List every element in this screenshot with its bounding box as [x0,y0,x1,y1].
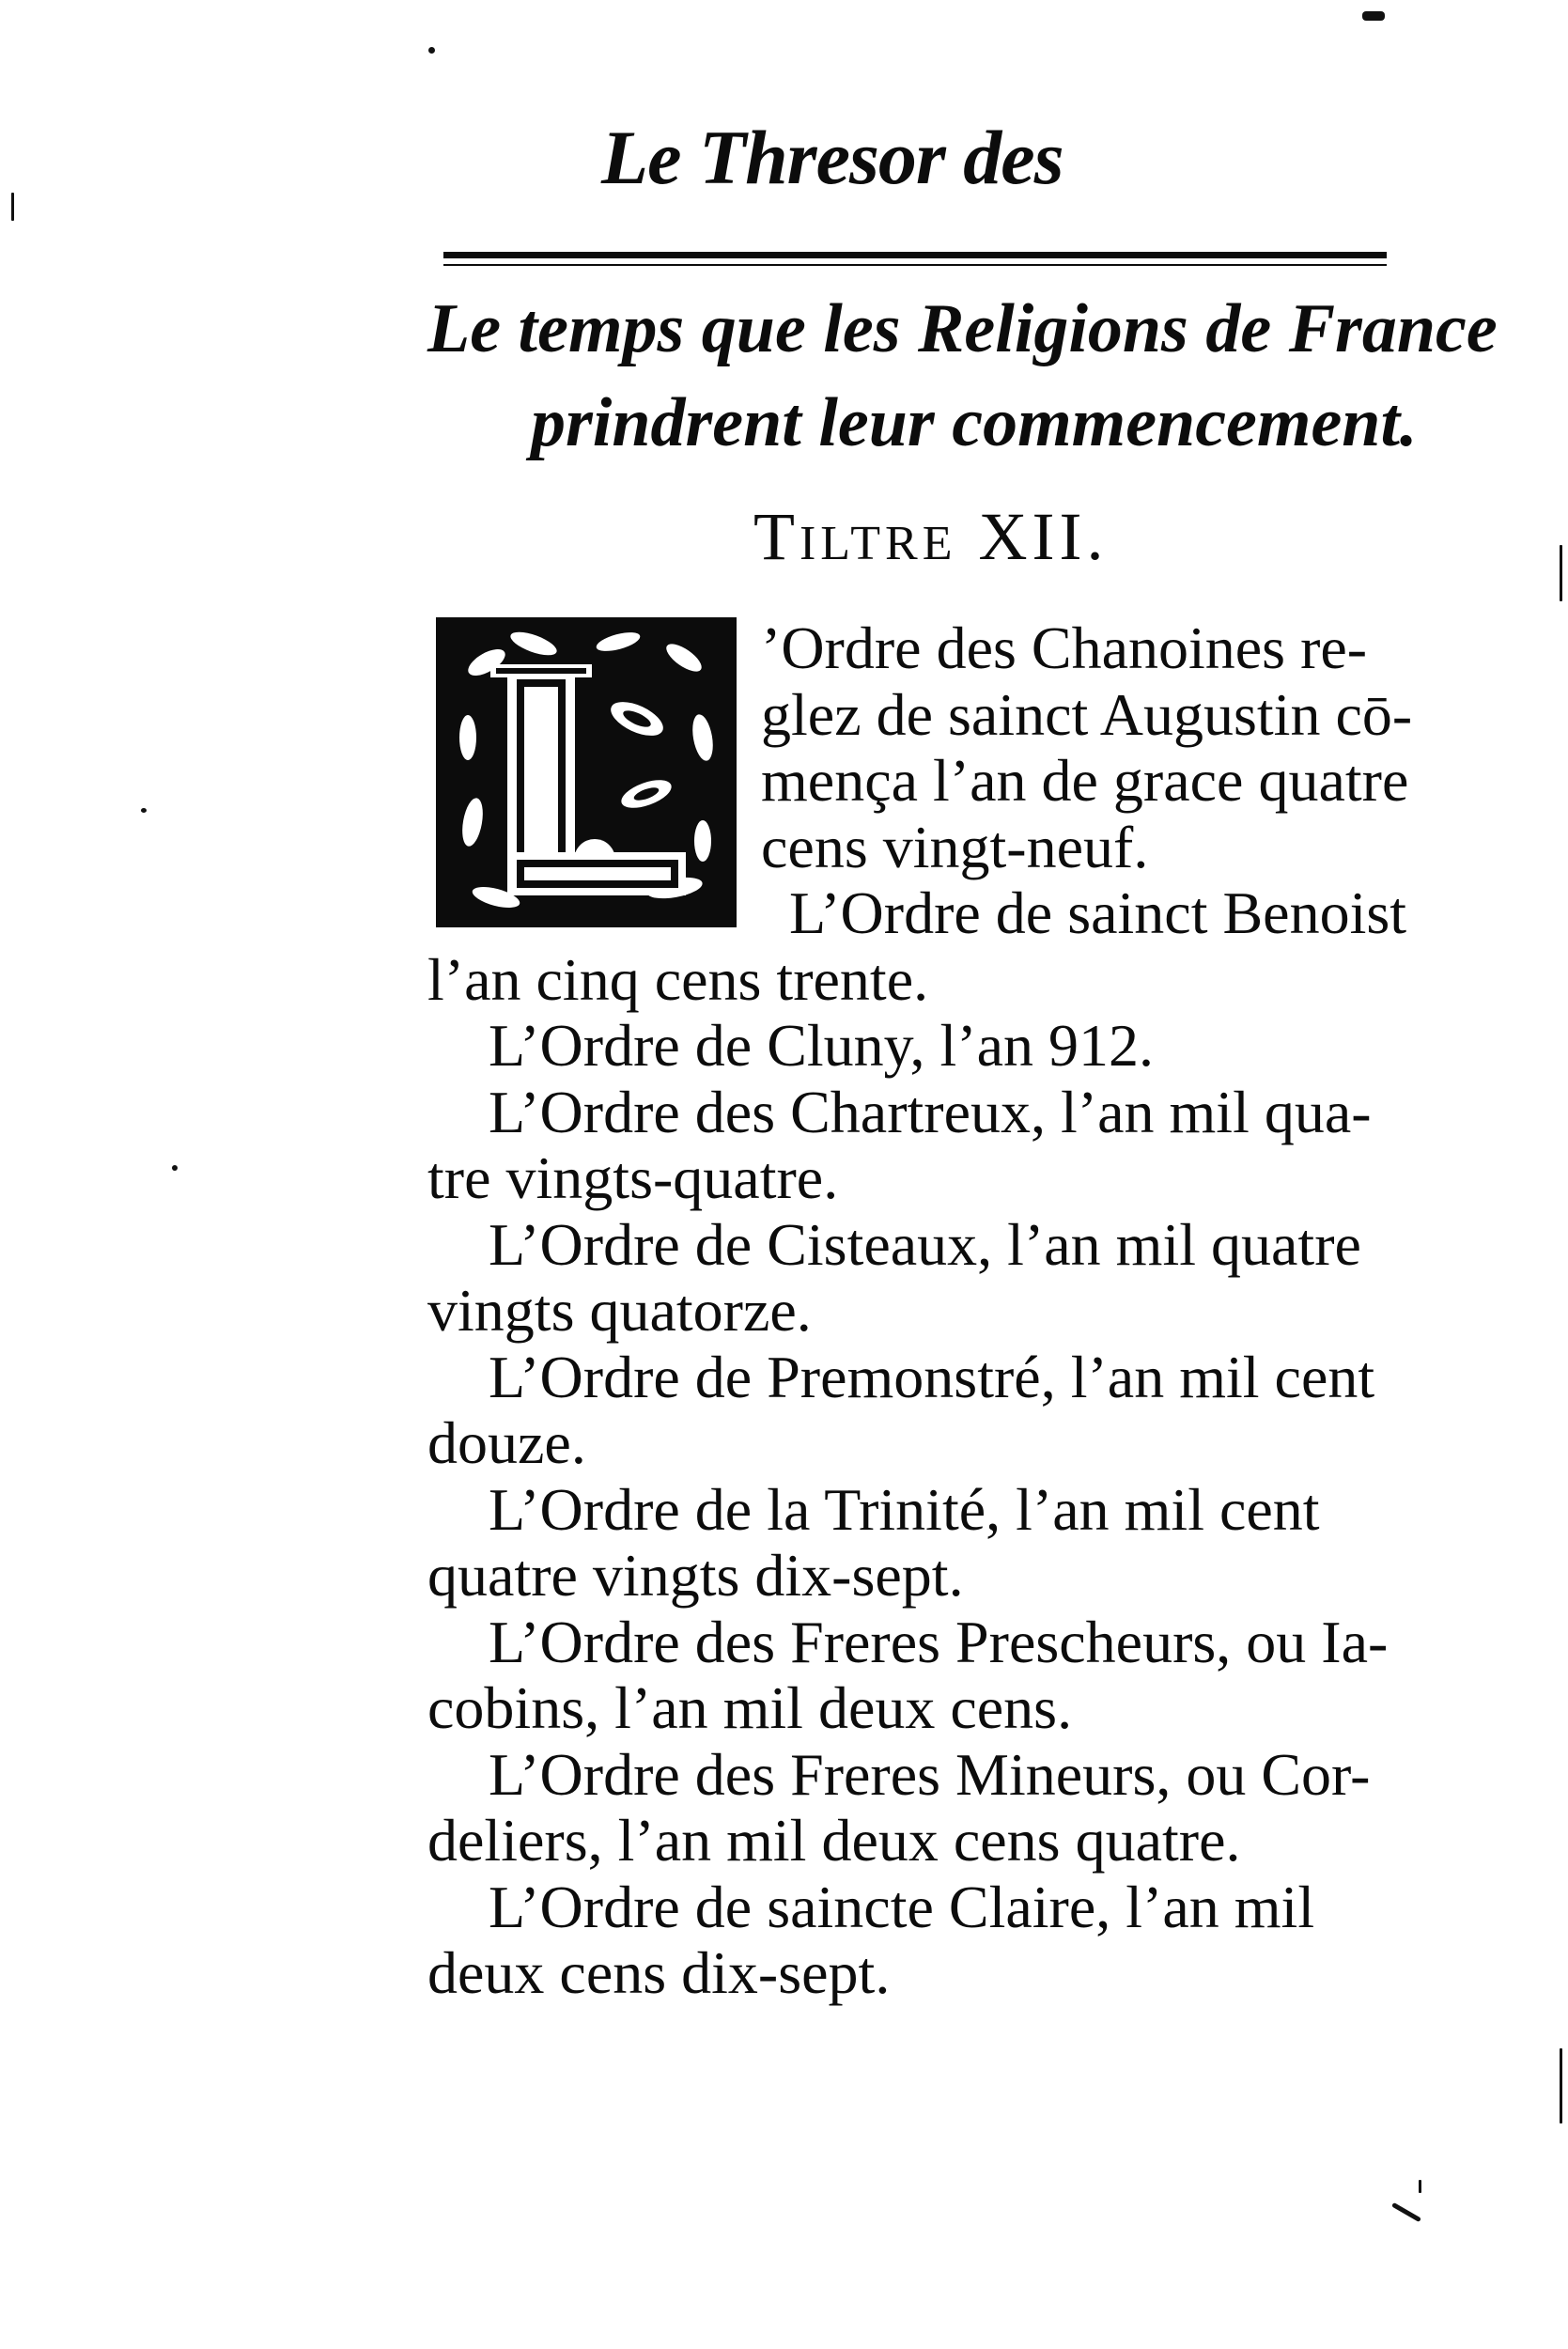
tiltre-heading [753,496,1223,584]
scan-speck [1560,545,1562,601]
text-line: douze. [427,1409,586,1476]
text-line: cens vingt-neuf. [761,813,1149,880]
text-line: L’Ordre des Freres Mineurs, ou Cor- [489,1740,1371,1808]
text-line: deux cens dix-sept. [427,1939,891,2006]
body-text [427,615,1442,2007]
tiltre-numeral: XII. [978,499,1109,574]
text-line: L’Ordre de Cisteaux, l’an mil quatre [489,1210,1361,1278]
text-line: glez de sainct Augustin cō- [761,680,1413,748]
text-line: L’Ordre de sainct Benoist [789,879,1407,946]
text-line: L’Ordre de saincte Claire, l’an mil [489,1873,1315,1940]
text-line: L’Ordre des Chartreux, l’an mil qua- [489,1078,1372,1145]
section-title-line-1: Le temps que les Religions de France [427,290,1498,367]
text-line: ’Ordre des Chanoines re- [761,614,1368,681]
text-line: l’an cinq cens trente. [427,945,929,1013]
scan-speck [1560,2048,1562,2123]
text-line: quatre vingts dix-sept. [427,1542,964,1609]
text-line: cobins, l’an mil deux cens. [427,1674,1073,1741]
section-title [427,282,1498,470]
text-line: L’Ordre de la Trinité, l’an mil cent [489,1475,1320,1543]
section-title-line-2: prindrent leur commencement. [531,384,1418,461]
text-line: deliers, l’an mil deux cens quatre. [427,1807,1241,1874]
scan-speck [141,808,147,813]
scan-speck [172,1165,178,1171]
header-rule [443,252,1387,258]
text-line: L’Ordre de Premonstré, l’an mil cent [489,1343,1375,1410]
scan-speck [1362,11,1385,21]
tiltre-first-letter: T [753,499,800,574]
text-line: mença l’an de grace quatre [761,747,1409,814]
text-line: L’Ordre de Cluny, l’an 912. [489,1012,1154,1079]
scan-speck [11,193,14,221]
text-line: vingts quatorze. [427,1277,812,1344]
header-rule-thin [443,264,1387,266]
scan-speck [1419,2180,1421,2193]
running-head: Le Thresor des [601,115,1063,200]
scan-speck [1391,2202,1421,2222]
scan-speck [428,47,435,54]
tiltre-small-caps: ILTRE [799,517,957,570]
text-line: L’Ordre des Freres Prescheurs, ou Ia- [489,1608,1389,1675]
text-line: tre vingts-quatre. [427,1144,839,1211]
